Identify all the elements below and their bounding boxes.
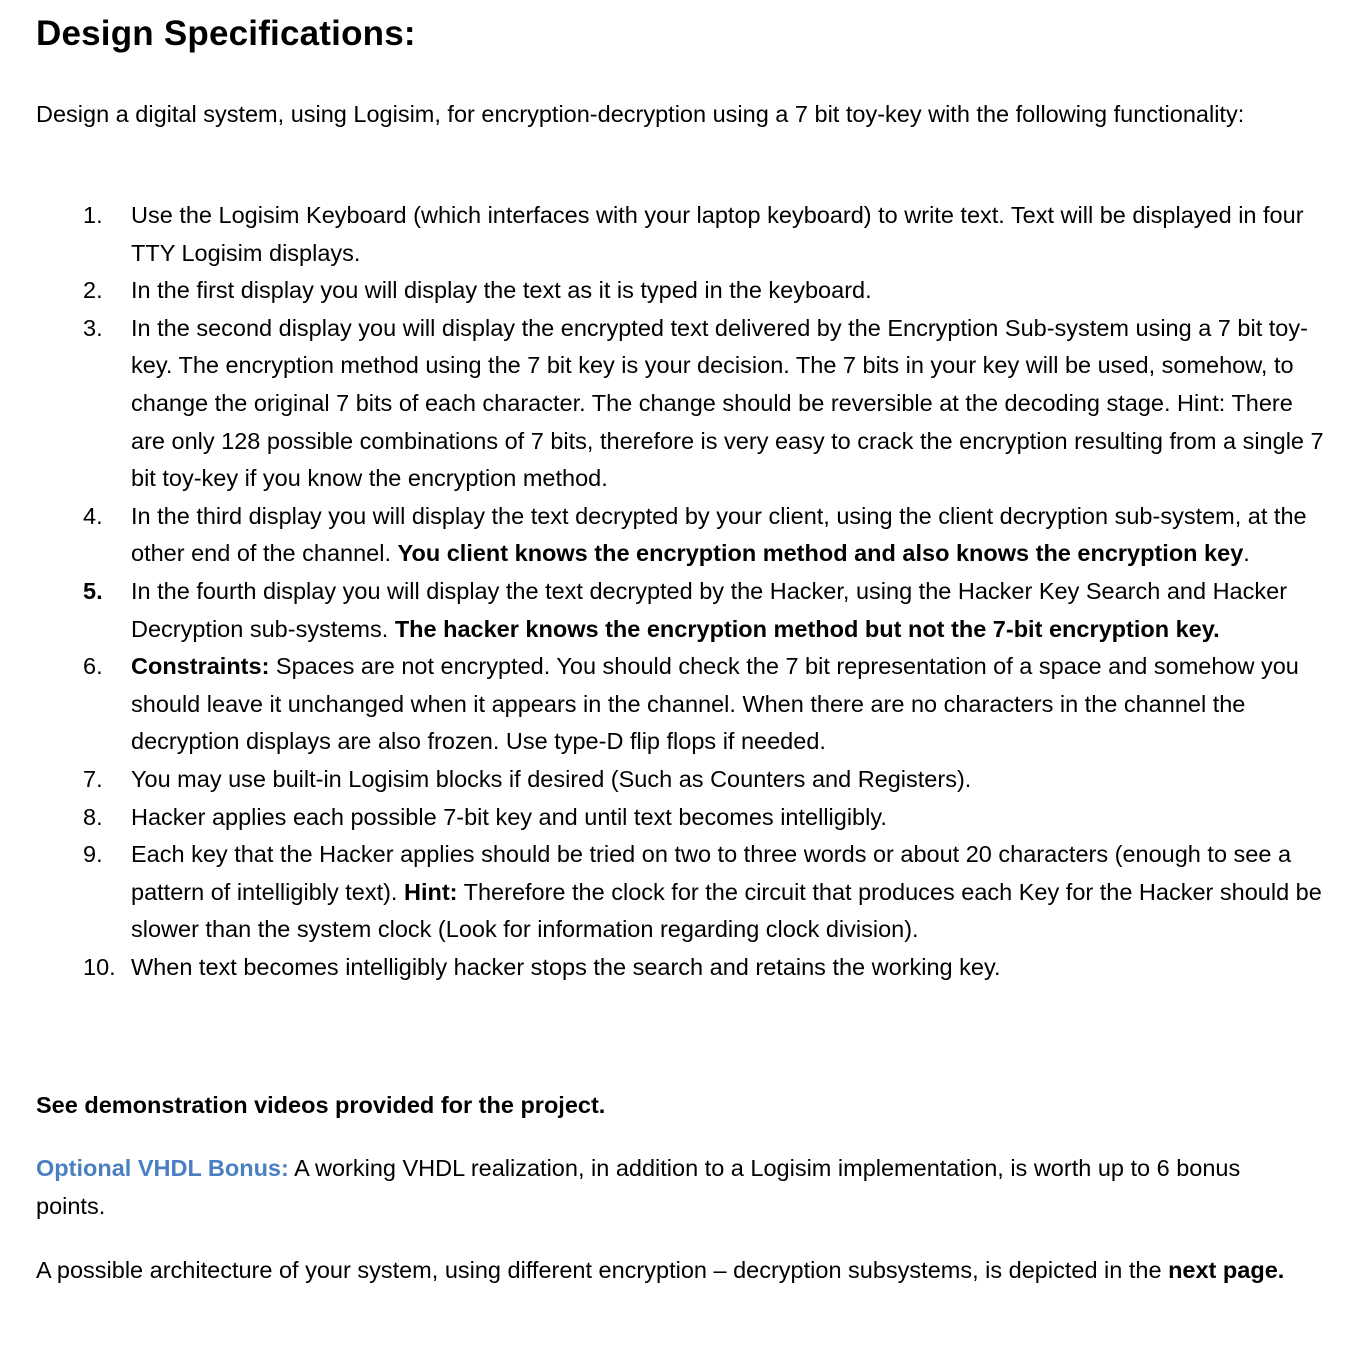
architecture-text: A possible architecture of your system, using different encryption – decryption subsystems, is depicted in the [36,1257,1169,1283]
list-item-10 [36,949,1326,987]
list-item-8 [36,799,1326,837]
list-item-text: Spaces are not encrypted. You should check the 7 bit representation of a space and somehow you should leave it unchanged when it appears in the channel. When there are no characters in the channel the decryption displays are also frozen. Use type-D flip flops if needed. [131,653,1299,755]
intro-paragraph: Design a digital system, using Logisim, for encryption-decryption using a 7 bit toy-key with the following functionality: [36,101,1245,127]
list-item-6 [36,648,1326,761]
list-number: 7. [83,765,103,792]
list-item-2 [36,272,1326,310]
list-item-text: Use the Logisim Keyboard (which interfaces with your laptop keyboard) to write text. Text will be displayed in four TTY Logisim displays. [131,202,1304,266]
list-number: 8. [83,803,103,830]
bonus-label: Optional VHDL Bonus: [36,1155,289,1181]
list-item-lead: Constraints: [131,653,270,680]
list-number: 4. [83,502,103,529]
list-number: 6. [83,653,103,680]
list-number: 2. [83,277,103,304]
list-item-bold-text: Hint: [404,878,458,905]
list-item-tail: . [1243,540,1250,567]
list-number: 5. [83,577,103,604]
architecture-bold-text: next page. [1168,1257,1285,1283]
list-item-text: In the second display you will display the encrypted text delivered by the Encryption Sub-system using a 7 bit toy-key. The encryption method using the 7 bit key is your decision. The 7 bits in your key will be used, somehow, to change the original 7 bits of each character. The change should be reversible at the decoding stage. Hint: There are only 128 possible combinations of 7 bits, therefore is very easy to crack the encryption resulting from a single 7 bit toy-key if you know the encryption method. [131,314,1324,492]
list-number: 9. [83,841,103,868]
architecture-paragraph [36,1252,1296,1290]
bonus-paragraph [36,1150,1296,1225]
demo-videos-note: See demonstration videos provided for the project. [36,1092,606,1118]
page-title: Design Specifications: [36,14,416,53]
list-item-4 [36,498,1326,573]
list-number: 10. [83,953,116,980]
list-item-text: Each key that the Hacker applies should be tried on two to three words or about 20 characters (enough to see a pattern of intelligibly text). [131,841,1292,905]
list-item-text: When text becomes intelligibly hacker stops the search and retains the working key. [131,953,1001,980]
list-number: 1. [83,202,103,228]
list-item-bold-text: You client knows the encryption method and also knows the encryption key [397,540,1244,567]
list-number: 3. [83,314,103,341]
bonus-text: A working VHDL realization, in addition to a Logisim implementation, is worth up to 6 bonus points. [36,1155,1241,1219]
list-item-3 [36,310,1326,498]
list-item-5 [36,573,1326,648]
list-item-bold-text: The hacker knows the encryption method but not the 7-bit encryption key. [394,615,1220,642]
list-item-text: You may use built-in Logisim blocks if desired (Such as Counters and Registers). [131,765,972,792]
list-item-7 [36,761,1326,799]
list-item-text: In the first display you will display the text as it is typed in the keyboard. [131,277,872,304]
list-item-text: In the fourth display you will display the text decrypted by the Hacker, using the Hacker Key Search and Hacker Decryption sub-systems. [131,577,1288,642]
list-item-text: In the third display you will display the text decrypted by your client, using the client decryption sub-system, at the other end of the channel. [131,502,1307,567]
specification-list [36,197,1326,986]
list-item-text: Hacker applies each possible 7-bit key and until text becomes intelligibly. [131,803,887,830]
list-item-9 [36,836,1326,949]
list-item-tail: Therefore the clock for the circuit that produces each Key for the Hacker should be slower than the system clock (Look for information regarding clock division). [131,878,1322,943]
list-item-1 [36,197,1326,272]
